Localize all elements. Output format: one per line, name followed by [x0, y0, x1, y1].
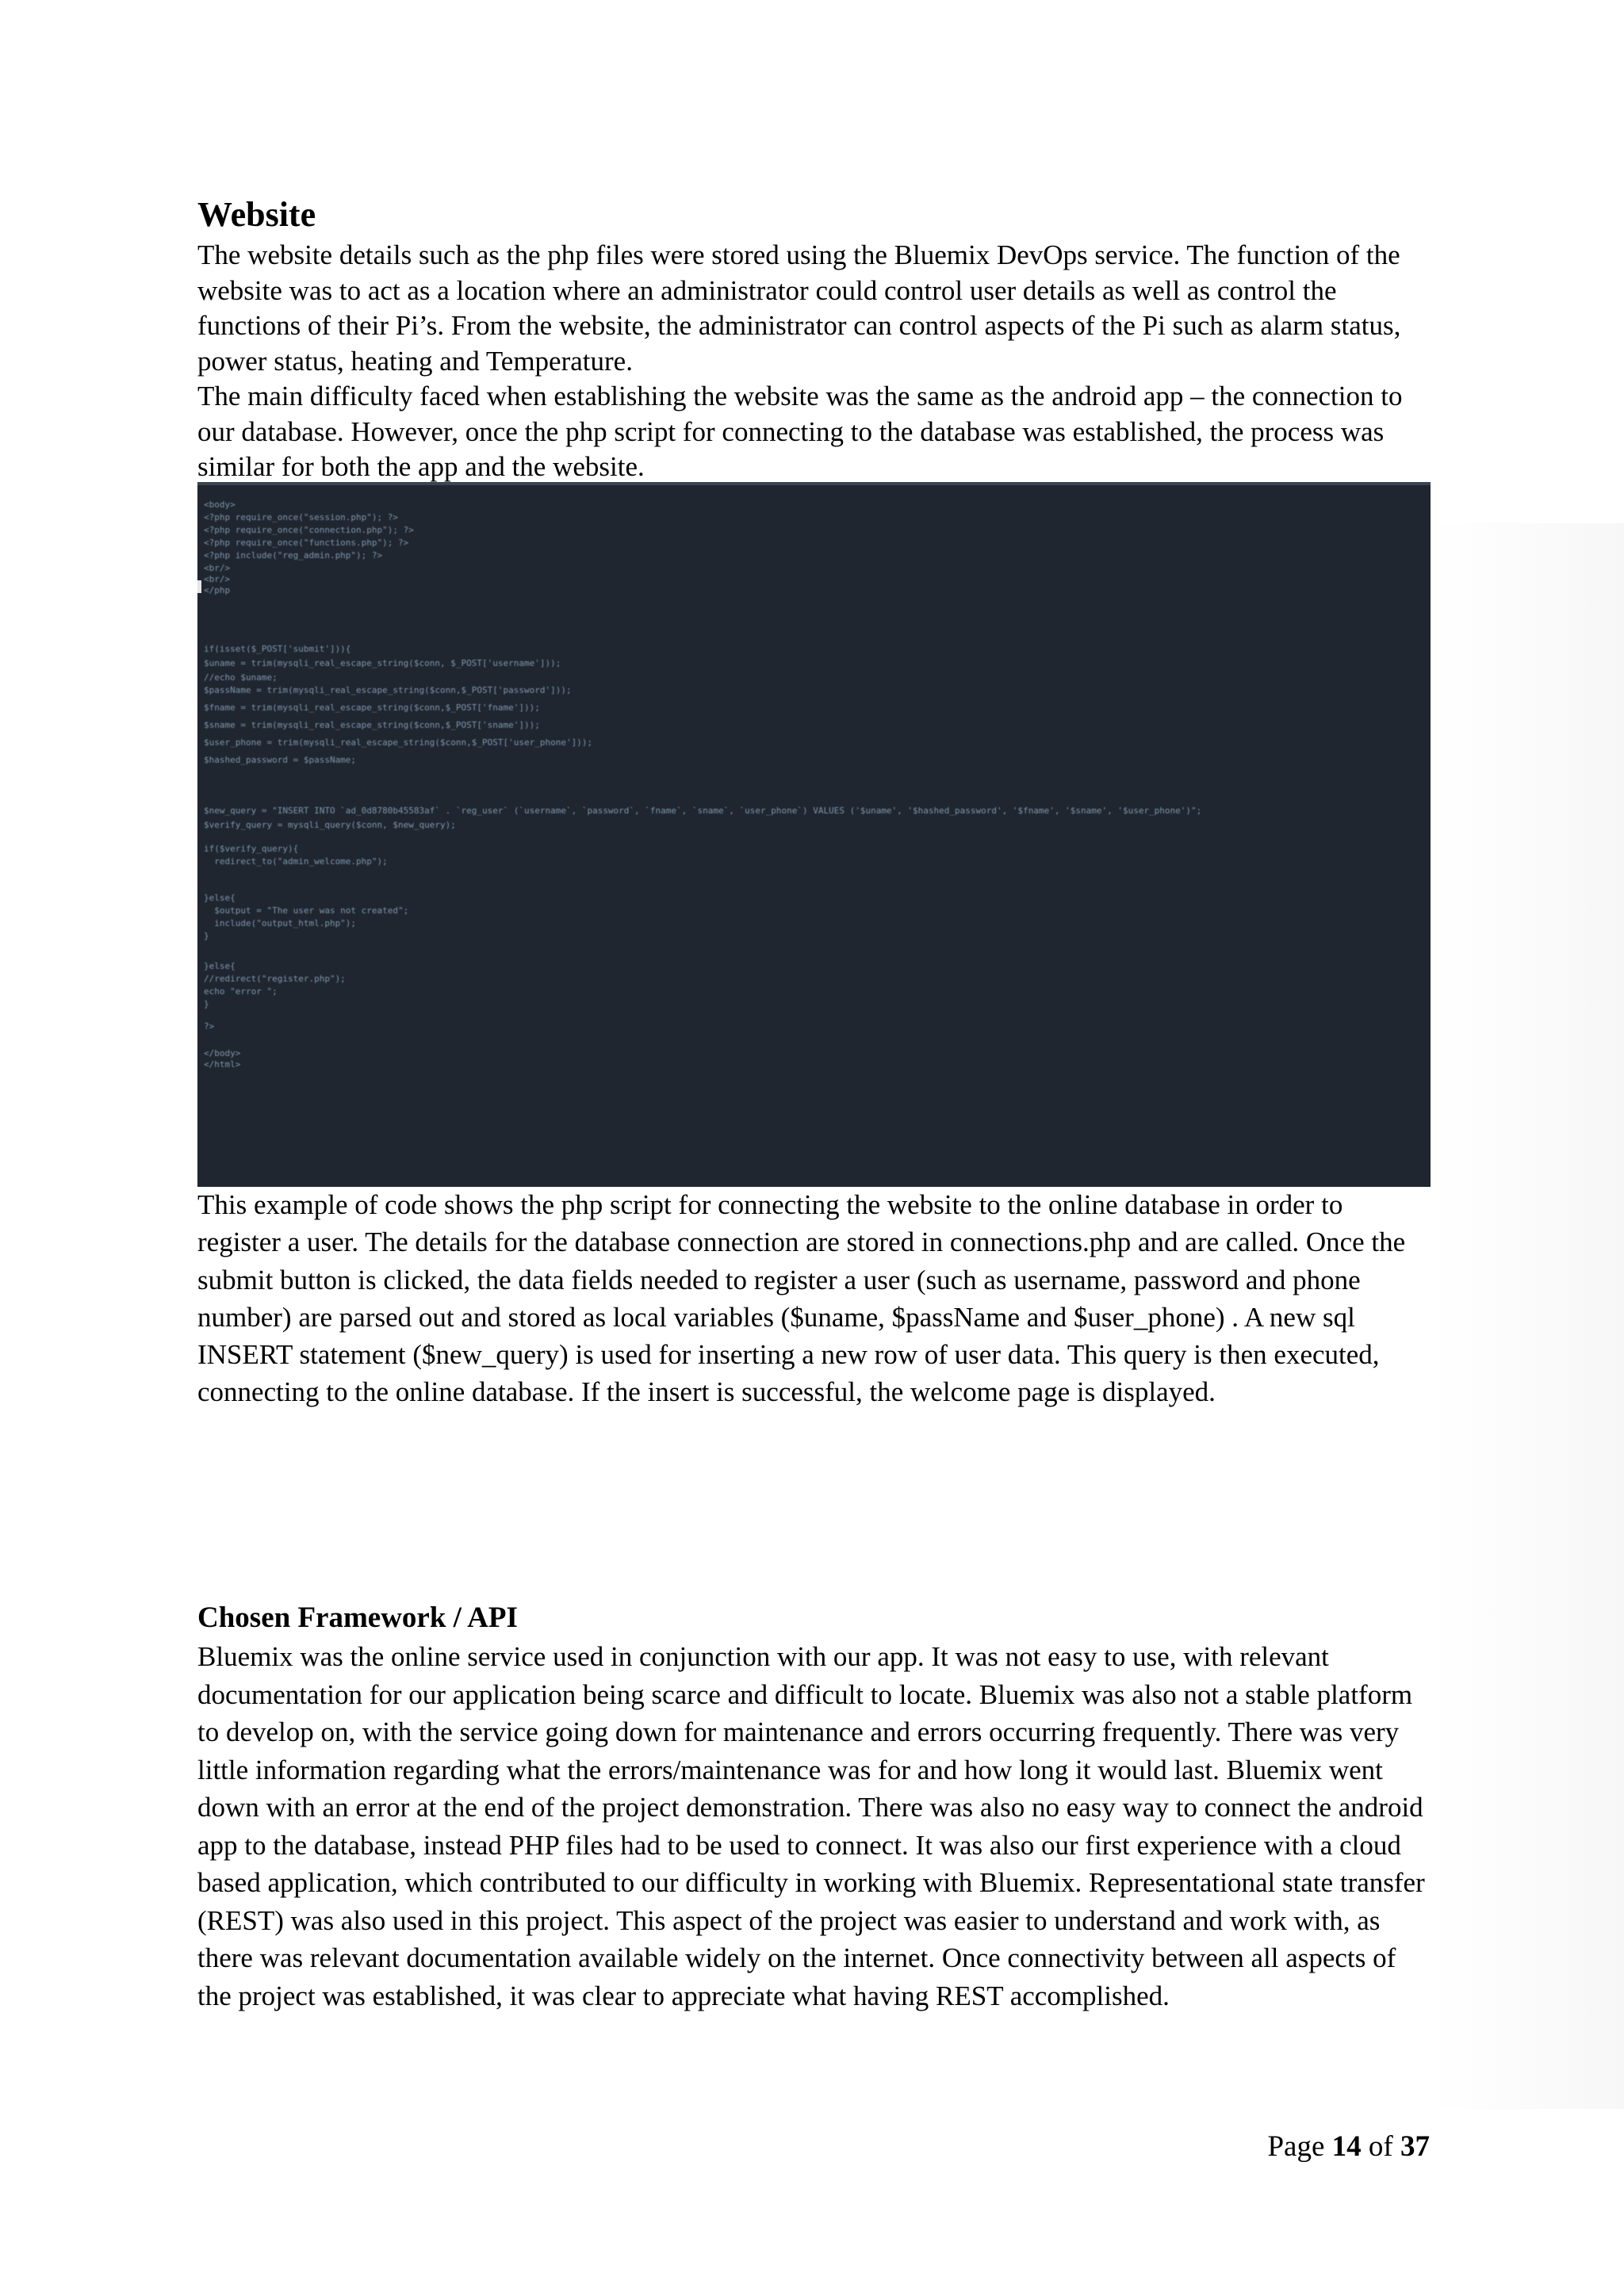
- code-line: //echo $uname;: [204, 672, 278, 683]
- code-line: redirect_to("admin_welcome.php");: [204, 856, 388, 867]
- code-explanation-text: This example of code shows the php script for connecting the website to the online database in order to register a user. The details for the database connection are stored in connections.php and are called. Once the submit button is clicked, the data fields needed to register a user (such as username, password and phone number) are parsed out and stored as local variables ($uname, $passName and $user_phone) . A new sql INSERT statement ($new_query) is used for inserting a new row of user data. This query is then executed, connecting to the online database. If the insert is successful, the welcome page is displayed.: [197, 1189, 1406, 1408]
- code-line: //redirect("register.php");: [204, 974, 346, 984]
- code-line: $output = "The user was not created";: [204, 905, 409, 916]
- code-line: echo "error ";: [204, 986, 278, 997]
- code-screenshot: [197, 482, 1431, 1187]
- website-paragraph-1: The website details such as the php files were stored using the Bluemix DevOps service. The function of the website was to act as a location where an administrator could control user details as well as control the functions of their Pi’s. From the website, the administrator can control aspects of the Pi such as alarm status, power status, heating and Temperature.: [197, 239, 1401, 377]
- framework-paragraph: Bluemix was the online service used in conjunction with our app. It was not easy to use, with relevant documentation for our application being scarce and difficult to locate. Bluemix was also not a stable platform to develop on, with the service going down for maintenance and errors occurring frequently. There was very little information regarding what the errors/maintenance was for and how long it would last. Bluemix went down with an error at the end of the project demonstration. There was also no easy way to connect the android app to the database, instead PHP files had to be used to connect. It was also our first experience with a cloud based application, which contributed to our difficulty in working with Bluemix. Representational state transfer (REST) was also used in this project. This aspect of the project was easier to understand and work with, as there was relevant documentation available widely on the internet. Once connectivity between all aspects of the project was established, it was clear to appreciate what having REST accomplished.: [197, 1641, 1425, 2011]
- page-footer: [1267, 2130, 1430, 2164]
- code-line: </html>: [204, 1059, 241, 1070]
- section-title-website: Website: [197, 195, 316, 234]
- page-edge-shade: [1431, 523, 1624, 2109]
- code-line: $new_query = "INSERT INTO `ad_0d8780b45583af` . `reg_user` (`username`, `password`, `fname`, `sname`, `user_phone`) VALUES ('$uname', '$hashed_password', '$fname', '$sname', '$user_phone')";: [204, 806, 1202, 816]
- code-line: <?php require_once("session.php"); ?>: [204, 512, 399, 522]
- section-title-framework: Chosen Framework / API: [197, 1601, 518, 1634]
- current-page-number: 14: [1331, 2130, 1362, 2163]
- code-line: $hashed_password = $passName;: [204, 755, 357, 765]
- code-line: $user_phone = trim(mysqli_real_escape_string($conn,$_POST['user_phone']));: [204, 737, 593, 748]
- code-line: $sname = trim(mysqli_real_escape_string($conn,$_POST['sname']));: [204, 720, 540, 730]
- code-line: $uname = trim(mysqli_real_escape_string($conn, $_POST['username']));: [204, 658, 561, 668]
- text-cursor: [197, 580, 201, 593]
- code-line: </body>: [204, 1048, 241, 1058]
- code-line: }: [204, 931, 209, 941]
- code-line: $passName = trim(mysqli_real_escape_string($conn,$_POST['password']));: [204, 685, 572, 695]
- code-line: <?php require_once("functions.php"); ?>: [204, 538, 409, 548]
- page-word: Page: [1267, 2130, 1325, 2163]
- code-line: }: [204, 999, 209, 1009]
- code-line: <?php include("reg_admin.php"); ?>: [204, 550, 383, 561]
- of-word: of: [1368, 2130, 1393, 2163]
- code-line: <br/>: [204, 574, 231, 584]
- code-line: <br/>: [204, 563, 231, 573]
- code-line: }else{: [204, 893, 236, 903]
- framework-section-body: [197, 1638, 1431, 2015]
- website-paragraph-2: The main difficulty faced when establishing the website was the same as the android app – the connection to our database. However, once the php script for connecting to the database was established, the process was similar for both the app and the website.: [197, 381, 1403, 482]
- website-section-body: [197, 238, 1431, 485]
- total-pages-number: 37: [1400, 2130, 1430, 2163]
- code-explanation: [197, 1186, 1431, 1411]
- code-line: $fname = trim(mysqli_real_escape_string($conn,$_POST['fname']));: [204, 702, 540, 713]
- code-line: <?php require_once("connection.php"); ?>: [204, 525, 414, 535]
- code-line: $verify_query = mysqli_query($conn, $new_query);: [204, 820, 456, 830]
- code-line: ?>: [204, 1021, 215, 1031]
- code-line: }else{: [204, 961, 236, 971]
- code-line: if($verify_query){: [204, 844, 299, 854]
- code-line: </php: [204, 585, 231, 595]
- code-line: if(isset($_POST['submit'])){: [204, 644, 351, 654]
- code-line: <body>: [204, 499, 236, 510]
- code-line: include("output_html.php");: [204, 918, 357, 928]
